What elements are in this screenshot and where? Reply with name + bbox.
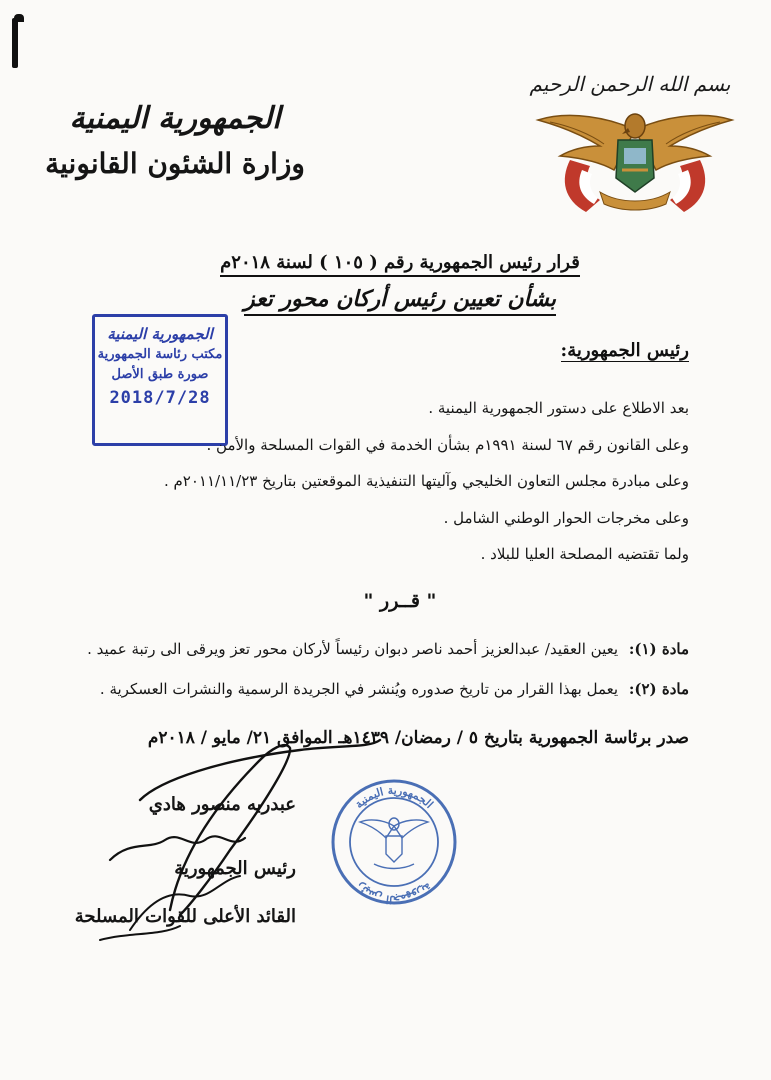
decided-heading: " قــرر ": [363, 590, 437, 612]
article-1-label: مادة (١):: [628, 640, 689, 658]
signatory-command: القائد الأعلى للقوات المسلحة: [74, 906, 296, 927]
article-2-label: مادة (٢):: [628, 680, 689, 698]
corner-mark: [12, 18, 18, 68]
issuing-authority: [40, 96, 310, 186]
article-1-text: يعين العقيد/ عبدالعزيز أحمد ناصر دبوان رئيساً لأركان محور تعز ويرقى الى رتبة عميد .: [87, 640, 619, 658]
presidential-seal-icon: [330, 778, 458, 906]
addressee-text: رئيس الجمهورية:: [560, 340, 689, 361]
stamp-true-copy: صورة طبق الأصل: [111, 367, 209, 382]
preamble-line: وعلى مبادرة مجلس التعاون الخليجي وآليتها التنفيذية الموقعتين بتاريخ ٢٠١١/١١/٢٣م .: [163, 472, 689, 490]
yemen-eagle-emblem-icon: [530, 100, 740, 218]
preamble: [69, 390, 689, 573]
preamble-line: وعلى القانون رقم ٦٧ لسنة ١٩٩١م بشأن الخدمة في القوات المسلحة والأمن .: [206, 435, 689, 454]
article-2: [49, 680, 689, 698]
decree-title-text: قرار رئيس الجمهورية رقم ( ١٠٥ ) لسنة ٢٠١٨م: [220, 252, 580, 277]
basmala: بسم الله الرحمن الرحيم: [529, 72, 731, 96]
preamble-line: ولما تقتضيه المصلحة العليا للبلاد .: [480, 545, 689, 563]
svg-text:رئيس الجمهورية: [354, 880, 435, 906]
signatory-title: رئيس الجمهورية: [174, 858, 296, 879]
stamp-republic: الجمهورية اليمنية: [107, 325, 213, 343]
decree-subject: [140, 286, 660, 312]
article-2-text: يعمل بهذا القرار من تاريخ صدوره ويُنشر في الجريدة الرسمية والنشرات العسكرية .: [99, 680, 619, 698]
decree-title: [140, 252, 660, 273]
addressee: [561, 340, 689, 361]
seal-top-text: الجمهورية اليمنية: [352, 783, 436, 811]
stamp-office: مكتب رئاسة الجمهورية: [97, 347, 223, 362]
ministry-name: وزارة الشئون القانونية: [45, 147, 305, 180]
republic-name: الجمهورية اليمنية: [69, 101, 281, 136]
preamble-line: وعلى مخرجات الحوار الوطني الشامل .: [443, 508, 689, 527]
seal-bottom-text: رئيس الجمهورية: [353, 880, 435, 906]
stamp-date: 2018/7/28: [109, 388, 211, 408]
issued-date-line: صدر برئاسة الجمهورية بتاريخ ٥ / رمضان/ ١٤٣٩هـ الموافق ٢١/ مايو / ٢٠١٨م: [147, 728, 689, 748]
article-1: [49, 640, 689, 658]
signatory-name: عبدربه منصور هادي: [148, 794, 296, 815]
preamble-line: بعد الاطلاع على دستور الجمهورية اليمنية .: [428, 399, 689, 417]
decree-subject-text: بشأن تعيين رئيس أركان محور تعز: [244, 286, 556, 316]
